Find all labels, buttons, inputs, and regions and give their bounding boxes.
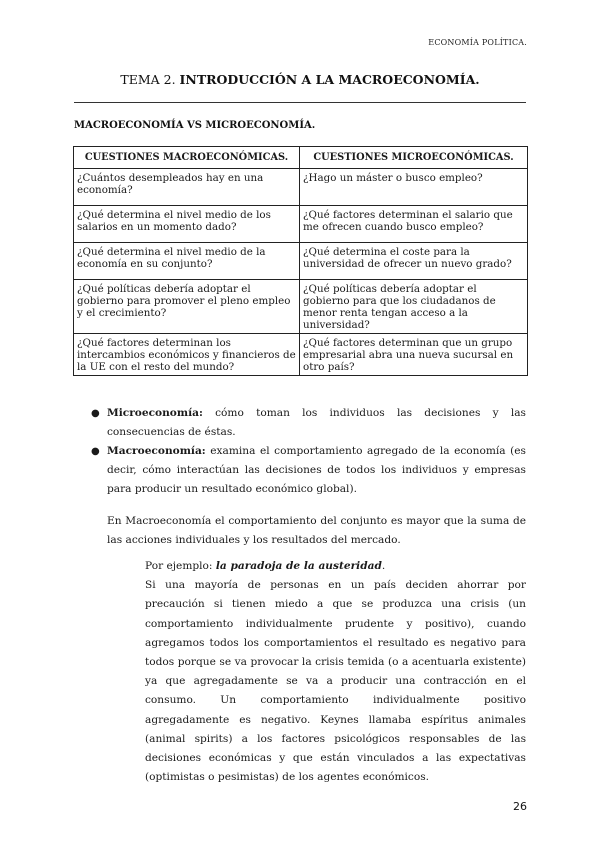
table-cell: ¿Qué determina el nivel medio de la economía en su conjunto? bbox=[74, 243, 300, 280]
table-row bbox=[74, 280, 528, 334]
table-header-row bbox=[74, 147, 528, 169]
example-intro: Por ejemplo: bbox=[145, 560, 216, 572]
example-period: . bbox=[381, 560, 386, 572]
definitions-list bbox=[92, 404, 526, 499]
table-cell: ¿Qué determina el nivel medio de los salarios en un momento dado? bbox=[74, 206, 300, 243]
definition-term: Macroeconomía: bbox=[107, 445, 206, 457]
table-cell: ¿Cuántos desempleados hay en una economía? bbox=[74, 169, 300, 206]
list-item bbox=[92, 442, 526, 499]
table-row bbox=[74, 206, 528, 243]
example-body: Si una mayoría de personas en un país deciden ahorrar por precaución si tienen miedo a que se produzca una crisis (un comportamiento individualmente prudente y positivo), cuando agregamos todos los comportamientos el resultado es negativo para todos porque se va provocar la crisis temida (o a acentuarla existente) ya que agregadamente se va a producir una contracción en el consumo. Un comportamiento individualmente positivo agregadamente es negativo. Keynes llamaba espíritus animales (animal spirits) a los factores psicológicos responsables de las decisiones económicas y que están vinculados a las expectativas (optimistas o pesimistas) de los agentes económicos. bbox=[145, 579, 526, 784]
definition-text: examina el comportamiento agregado de la economía (es decir, cómo interactúan las decisiones de todos los individuos y empresas para producir un resultado económico global). bbox=[107, 445, 526, 495]
page-title bbox=[0, 72, 600, 87]
table-cell: ¿Qué factores determinan que un grupo empresarial abra una nueva sucursal en otro país? bbox=[300, 334, 528, 376]
table-cell: ¿Qué políticas debería adoptar el gobierno para promover el pleno empleo y el crecimiento? bbox=[74, 280, 300, 334]
body-paragraph: En Macroeconomía el comportamiento del conjunto es mayor que la suma de las acciones individuales y los resultados del mercado. bbox=[107, 515, 526, 546]
example-highlight: la paradoja de la austeridad bbox=[215, 560, 382, 572]
bullet-icon: ● bbox=[91, 446, 100, 457]
table-row bbox=[74, 243, 528, 280]
column-header-micro: CUESTIONES MICROECONÓMICAS. bbox=[300, 147, 528, 169]
table-row bbox=[74, 334, 528, 376]
section-heading: MACROECONOMÍA VS MICROECONOMÍA. bbox=[74, 120, 316, 131]
table-cell: ¿Qué factores determinan el salario que me ofrecen cuando busco empleo? bbox=[300, 206, 528, 243]
example-block bbox=[145, 557, 526, 787]
table-cell: ¿Hago un máster o busco empleo? bbox=[300, 169, 528, 206]
example-lead-in bbox=[145, 557, 526, 576]
table-cell: ¿Qué factores determinan los intercambios económicos y financieros de la UE con el resto del mundo? bbox=[74, 334, 300, 376]
column-header-macro: CUESTIONES MACROECONÓMICAS. bbox=[74, 147, 300, 169]
title-main: INTRODUCCIÓN A LA MACROECONOMÍA. bbox=[179, 72, 480, 87]
definition-text: cómo toman los individuos las decisiones y las consecuencias de éstas. bbox=[107, 407, 526, 438]
table-row bbox=[74, 169, 528, 206]
comparison-table bbox=[73, 146, 528, 376]
bullet-icon: ● bbox=[91, 408, 100, 419]
running-header: ECONOMÍA POLÍTICA. bbox=[428, 38, 527, 47]
title-divider bbox=[74, 102, 526, 103]
table-cell: ¿Qué políticas debería adoptar el gobierno para que los ciudadanos de menor renta tengan acceso a la universidad? bbox=[300, 280, 528, 334]
title-prefix: TEMA 2. bbox=[120, 72, 180, 87]
definition-term: Microeconomía: bbox=[107, 407, 203, 419]
table-cell: ¿Qué determina el coste para la universidad de ofrecer un nuevo grado? bbox=[300, 243, 528, 280]
list-item bbox=[92, 404, 526, 442]
page-number: 26 bbox=[513, 800, 527, 813]
